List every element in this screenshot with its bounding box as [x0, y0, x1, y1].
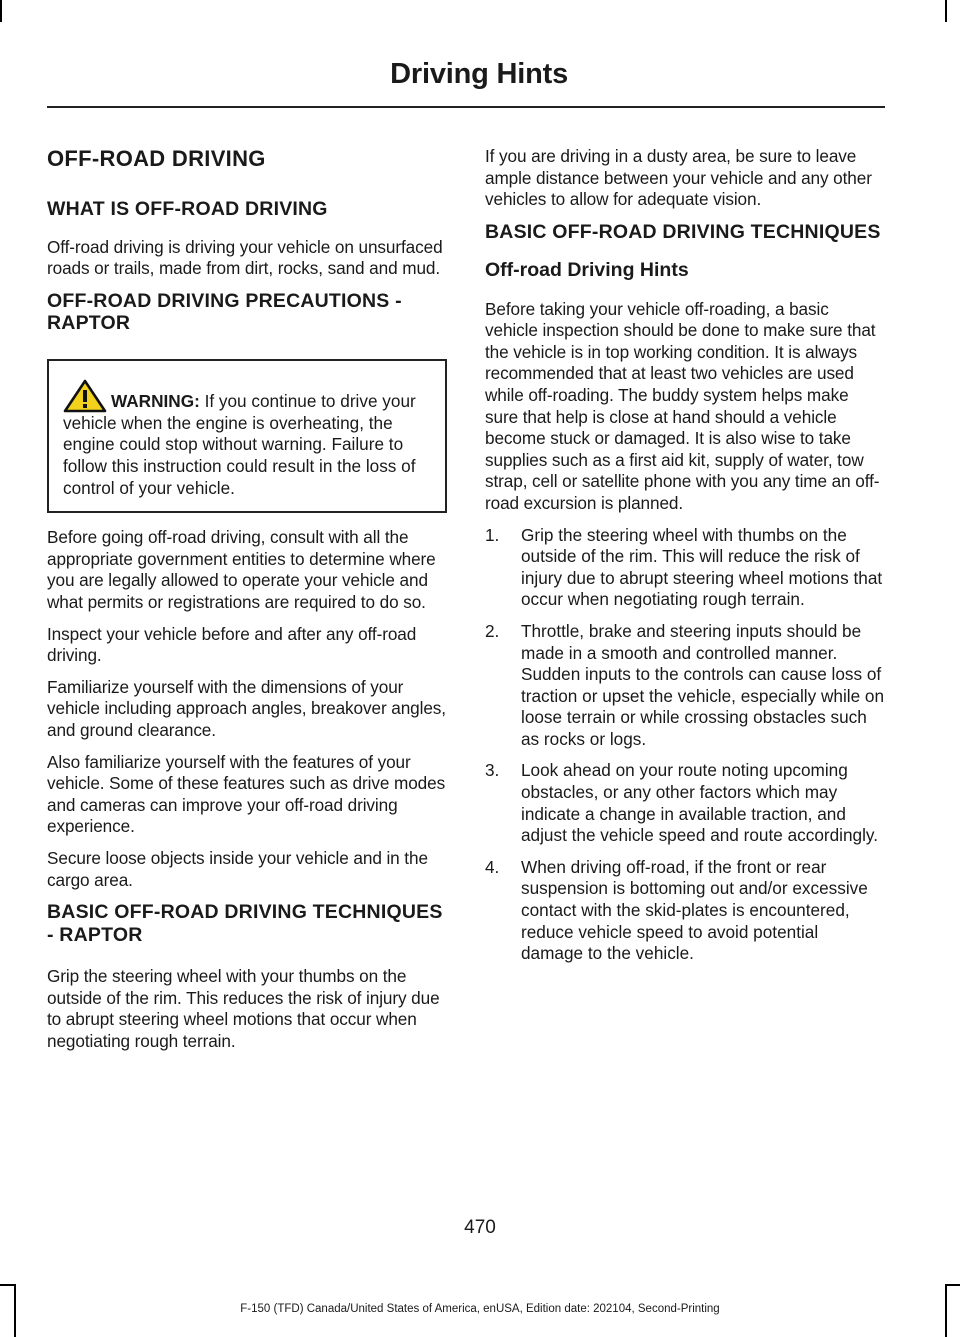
heading-what-is-off-road-driving: WHAT IS OFF-ROAD DRIVING	[47, 198, 328, 221]
list-item-text: Grip the steering wheel with thumbs on the outside of the rim. This will reduce the risk of injury due to abrupt steering wheel motions that occur when negotiating rough terrain.	[521, 524, 883, 610]
list-item	[485, 525, 885, 611]
paragraph-before-off-roading: Before taking your vehicle off-roading, a basic vehicle inspection should be done to make sure that the vehicle is in top working condition. It is always recommended that at least two vehicles are used while off-roading. The buddy system helps make sure that help is close at hand should a vehicle become stuck or damaged. It is also wise to take supplies such as a first aid kit, supply of water, tow strap, cell or satellite phone with you any time an off-road excursion is planned.	[485, 298, 880, 513]
list-item	[485, 621, 885, 751]
list-item-text: Look ahead on your route noting upcoming obstacles, or any other factors which may indicate a change in available traction, and adjust the vehicle speed and route accordingly.	[521, 760, 879, 846]
list-item-text: When driving off-road, if the front or rear suspension is bottoming out and/or excessive contact with the skid-plates is encountered, reduce vehicle speed to avoid potential damage to the vehicle.	[521, 856, 868, 964]
paragraph-what-is: Off-road driving is driving your vehicle on unsurfaced roads or trails, made from dirt, rocks, sand and mud.	[47, 236, 443, 279]
crop-mark-bottom-right-h	[945, 1284, 960, 1286]
warning-label: WARNING:	[111, 390, 200, 411]
heading-precautions-raptor: OFF-ROAD DRIVING PRECAUTIONS - RAPTOR	[47, 290, 402, 335]
footer-edition-info: F-150 (TFD) Canada/United States of America, enUSA, Edition date: 202104, Second-Printing	[240, 1303, 720, 1315]
paragraph-secure-objects: Secure loose objects inside your vehicle and in the cargo area.	[47, 847, 428, 890]
paragraph-dimensions: Familiarize yourself with the dimensions of your vehicle including approach angles, breakover angles, and ground clearance.	[47, 676, 446, 740]
list-item	[485, 760, 885, 846]
warning-triangle-icon	[63, 379, 107, 413]
paragraph-features: Also familiarize yourself with the features of your vehicle. Some of these features such as drive modes and cameras can improve your off-road driving experience.	[47, 751, 446, 837]
list-item-number: 2.	[485, 620, 500, 641]
heading-basic-techniques: BASIC OFF-ROAD DRIVING TECHNIQUES	[485, 220, 881, 243]
list-item-number: 4.	[485, 856, 500, 877]
list-item-text: Throttle, brake and steering inputs should be made in a smooth and controlled manner. Sudden inputs to the controls can cause loss of traction or upset the vehicle, especially while on loose terrain or while crossing obstacles such as rocks or logs.	[521, 620, 885, 749]
paragraph-grip-wheel: Grip the steering wheel with your thumbs on the outside of the rim. This reduces the risk of injury due to abrupt steering wheel motions that occur when negotiating rough terrain.	[47, 965, 440, 1051]
crop-mark-top-right	[945, 0, 947, 22]
paragraph-dusty-area: If you are driving in a dusty area, be sure to leave ample distance between your vehicle and any other vehicles to allow for adequate vision.	[485, 146, 872, 210]
right-column	[485, 146, 885, 975]
warning-box	[47, 359, 447, 513]
list-item	[485, 857, 885, 965]
list-item-number: 1.	[485, 524, 500, 545]
hints-list	[485, 525, 885, 965]
header-divider	[47, 106, 885, 108]
warning-text: If you continue to drive your vehicle when the engine is overheating, the engine could stop without warning. Failure to follow this instruction could result in the loss of control of your vehicle.	[63, 390, 416, 498]
left-column	[47, 146, 447, 1062]
heading-off-road-driving-hints: Off-road Driving Hints	[485, 259, 689, 282]
page-header-title: Driving Hints	[390, 58, 568, 90]
page-number: 470	[464, 1217, 496, 1238]
heading-techniques-raptor: BASIC OFF-ROAD DRIVING TECHNIQUES - RAPTOR	[47, 901, 443, 946]
section-heading-off-road-driving: OFF-ROAD DRIVING	[47, 146, 266, 171]
list-item-number: 3.	[485, 760, 500, 781]
paragraph-inspect-vehicle: Inspect your vehicle before and after any off-road driving.	[47, 623, 417, 666]
crop-mark-bottom-left-h	[0, 1284, 14, 1286]
crop-mark-top-left	[0, 0, 2, 22]
paragraph-consult-authorities: Before going off-road driving, consult with all the appropriate government entities to determine where you are legally allowed to operate your vehicle and what permits or registrations are required to do so.	[47, 527, 436, 612]
